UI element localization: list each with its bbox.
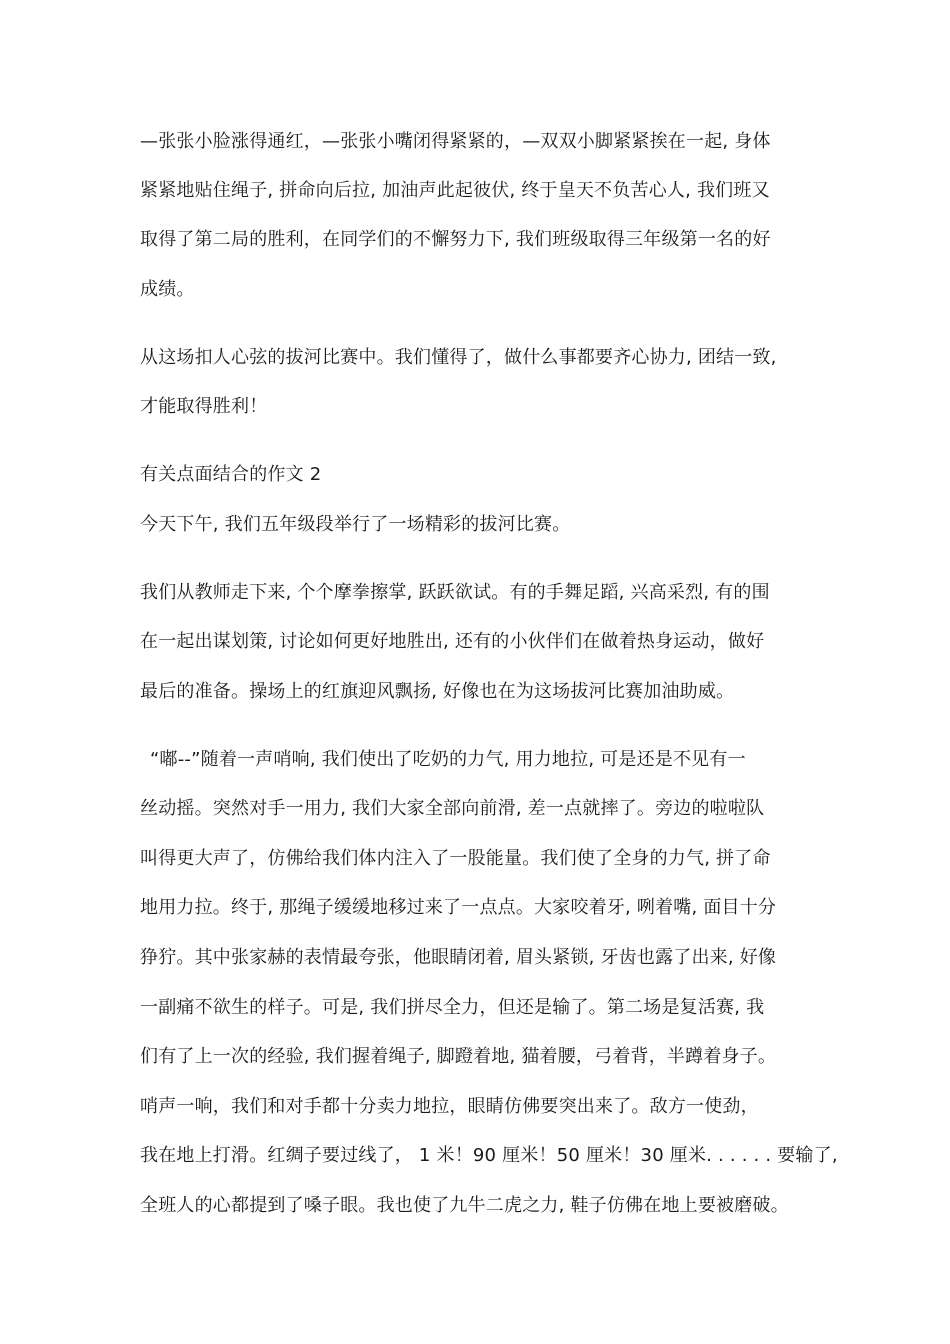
text-line: 在一起出谋划策, 讨论如何更好地胜出, 还有的小伙伴们在做着热身运动，做好 xyxy=(140,631,765,652)
text-line: 今天下午, 我们五年级段举行了一场精彩的拔河比赛。 xyxy=(140,514,571,535)
text-line: 哨声一响，我们和对手都十分卖力地拉，眼睛仿佛要突出来了。敌方一使劲， xyxy=(140,1096,759,1117)
text-line: 全班人的心都提到了嗓子眼。我也使了九牛二虎之力, 鞋子仿佛在地上要被磨破。 xyxy=(140,1195,789,1216)
text-line: —张张小脸涨得通红，—张张小嘴闭得紧紧的，—双双小脚紧紧挨在一起, 身体 xyxy=(140,131,771,152)
text-line: 狰狞。其中张家赫的表情最夸张，他眼睛闭着, 眉头紧锁, 牙齿也露了出来, 好像 xyxy=(140,947,777,968)
text-line: 最后的准备。操场上的红旗迎风飘扬, 好像也在为这场拔河比赛加油助威。 xyxy=(140,681,735,702)
text-line: 我在地上打滑。红绸子要过线了， 1 米！90 厘米！50 厘米！30 厘米. . . . . . 要输了, xyxy=(140,1145,838,1166)
text-line: 取得了第二局的胜利，在同学们的不懈努力下, 我们班级取得三年级第一名的好 xyxy=(140,229,771,250)
text-line: 紧紧地贴住绳子, 拼命向后拉, 加油声此起彼伏, 终于皇天不负苦心人, 我们班又 xyxy=(140,180,770,201)
text-line: 地用力拉。终于, 那绳子缓缓地移过来了一点点。大家咬着牙, 咧着嘴, 面目十分 xyxy=(140,897,777,918)
text-line: 们有了上一次的经验, 我们握着绳子, 脚蹬着地, 猫着腰，弓着背，半蹲着身子。 xyxy=(140,1046,777,1067)
text-line: 叫得更大声了，仿佛给我们体内注入了一股能量。我们使了全身的力气, 拼了命 xyxy=(140,848,771,869)
section-heading: 有关点面结合的作文 2 xyxy=(140,464,322,485)
text-line: 我们从教师走下来, 个个摩拳擦掌, 跃跃欲试。有的手舞足蹈, 兴高采烈, 有的围 xyxy=(140,582,770,603)
text-line: 成绩。 xyxy=(140,279,195,300)
text-line: 丝动摇。突然对手一用力, 我们大家全部向前滑, 差一点就摔了。旁边的啦啦队 xyxy=(140,798,765,819)
text-line: 从这场扣人心弦的拔河比赛中。我们懂得了，做什么事都要齐心协力, 团结一致, xyxy=(140,347,777,368)
text-line: 一副痛不欲生的样子。可是, 我们拼尽全力，但还是输了。第二场是复活赛, 我 xyxy=(140,997,765,1018)
text-line: “嘟--”随着一声哨响, 我们使出了吃奶的力气, 用力地拉, 可是还是不见有一 xyxy=(150,749,746,770)
text-line: 才能取得胜利！ xyxy=(140,396,268,417)
